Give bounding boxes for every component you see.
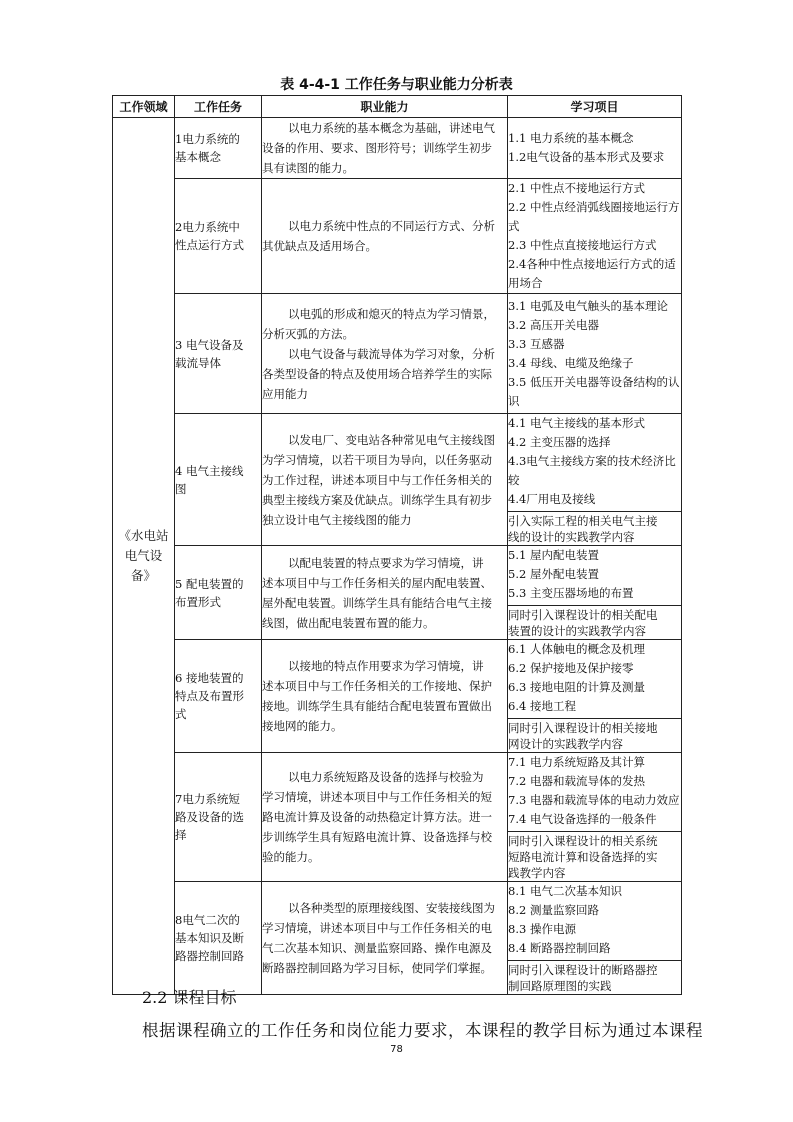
project-item: 3.5 低压开关电器等设备结构的认 [508, 374, 680, 389]
work-task-line: 式 [175, 707, 187, 721]
ability-line: 以发电厂、变电站各种常见电气主接线图 [288, 432, 495, 447]
ability-line: 其优缺点及适用场合。 [262, 239, 377, 253]
project-item: 6.1 人体触电的概念及机理 [508, 642, 645, 656]
ability-line: 为工作过程，讲述本项目中与工作任务相关的 [262, 472, 492, 487]
table-row [113, 640, 682, 753]
ability-line: 验的能力。 [262, 850, 320, 864]
work-task-line: 6 接地装置的 [175, 671, 244, 685]
ability-line: 以电气设备与载流导体为学习对象，分析 [288, 346, 495, 361]
ability-line: 步训练学生具有短路电流计算、设备选择与校 [262, 830, 492, 844]
work-task-cell [175, 179, 262, 294]
ability-line: 以电力系统中性点的不同运行方式、分析 [288, 219, 495, 233]
project-item: 7.1 电力系统短路及其计算 [508, 755, 645, 769]
table-row [113, 414, 682, 546]
table-row [113, 753, 682, 882]
project-item: 4.3电气主接线方案的技术经济比 [508, 454, 676, 468]
project-practice-line: 引入实际工程的相关电气主接 [508, 514, 658, 528]
work-task-cell [175, 640, 262, 753]
work-task-line: 性点运行方式 [175, 238, 244, 252]
ability-line: 断路器控制回路为学习目标，使同学们掌握。 [262, 961, 492, 975]
work-task-line: 5 配电装置的 [175, 576, 244, 591]
project-item: 2.2 中性点经消弧线圈接地运行方 [508, 200, 680, 214]
work-task-cell [175, 414, 262, 546]
work-task-line: 8电气二次的 [175, 913, 240, 927]
work-domain-line: 《水电站 [118, 528, 169, 543]
ability-cell [262, 546, 508, 640]
work-task-line: 2电力系统中 [175, 220, 240, 234]
ability-cell [262, 294, 508, 414]
project-item: 3.3 互感器 [508, 336, 565, 351]
project-item: 2.1 中性点不接地运行方式 [508, 181, 645, 195]
table-row [113, 294, 682, 414]
ability-cell [262, 882, 508, 995]
ability-line: 各类型设备的特点及使用场合培养学生的实际 [262, 366, 492, 381]
project-item: 4.1 电气主接线的基本形式 [508, 416, 645, 430]
work-task-line: 路及设备的选 [175, 810, 244, 824]
work-task-line: 特点及布置形 [175, 689, 244, 703]
project-practice-line: 制回路原理图的实践 [508, 979, 612, 993]
work-domain-line: 备》 [130, 568, 156, 583]
project-item: 3.2 高压开关电器 [508, 317, 599, 332]
project-practice-line: 同时引入课程设计的相关系统 [508, 834, 658, 848]
ability-line: 屋外配电装置。训练学生具有能结合电气主接 [262, 595, 492, 610]
table-row [113, 118, 682, 179]
work-task-line: 布置形式 [175, 594, 221, 609]
project-item: 4.2 主变压器的选择 [508, 435, 611, 449]
work-task-cell [175, 118, 262, 179]
work-task-cell [175, 294, 262, 414]
work-task-line: 路器控制回路 [175, 949, 244, 963]
ability-line: 以各种类型的原理接线图、安装接线图为 [288, 901, 495, 915]
ability-line: 以电力系统短路及设备的选择与校验为 [288, 770, 484, 784]
project-cell [508, 640, 682, 753]
project-item: 8.2 测量监察回路 [508, 903, 599, 917]
project-practice-line: 同时引入课程设计的断路器控 [508, 963, 658, 977]
project-item: 8.1 电气二次基本知识 [508, 884, 622, 898]
ability-line: 述本项目中与工作任务相关的屋内配电装置、 [262, 575, 492, 590]
project-practice-note [508, 718, 681, 752]
project-practice-line: 同时引入课程设计的相关配电 [508, 608, 658, 622]
project-item: 7.4 电气设备选择的一般条件 [508, 812, 657, 826]
project-item: 8.4 断路器控制回路 [508, 941, 611, 955]
table-row [113, 546, 682, 640]
ability-line: 路电流计算及设备的动热稳定计算方法。进一 [262, 810, 492, 824]
table-title: 表 4-4-1 工作任务与职业能力分析表 [280, 77, 513, 93]
project-item: 7.3 电器和载流导体的电动力效应 [508, 793, 680, 807]
project-item: 6.4 接地工程 [508, 699, 576, 713]
ability-line: 应用能力 [262, 386, 308, 401]
ability-line: 设备的作用、要求、图形符号；训练学生初步 [262, 141, 492, 155]
analysis-table [112, 95, 682, 995]
project-item: 3.4 母线、电缆及绝缘子 [508, 355, 634, 370]
ability-line: 以配电装置的特点要求为学习情境，讲 [288, 555, 484, 570]
ability-line: 典型主接线方案及优缺点。训练学生具有初步 [262, 492, 492, 507]
project-item: 较 [508, 473, 520, 487]
project-practice-note [508, 511, 681, 545]
project-cell [508, 414, 682, 546]
project-item: 5.3 主变压器场地的布置 [508, 586, 634, 600]
ability-line: 以接地的特点作用要求为学习情境，讲 [288, 659, 484, 673]
ability-line: 独立设计电气主接线图的能力 [262, 512, 412, 527]
work-task-cell [175, 753, 262, 882]
work-task-line: 择 [175, 828, 187, 842]
ability-cell [262, 414, 508, 546]
project-item: 6.3 接地电阻的计算及测量 [508, 680, 645, 694]
project-practice-line: 网设计的实践教学内容 [508, 737, 623, 751]
ability-line: 学习情境，讲述本项目中与工作任务相关的电 [262, 921, 492, 935]
project-item: 5.1 屋内配电装置 [508, 548, 599, 562]
project-item: 7.2 电器和载流导体的发热 [508, 774, 645, 788]
project-item: 8.3 操作电源 [508, 922, 576, 936]
ability-line: 学习情境，讲述本项目中与工作任务相关的短 [262, 790, 492, 804]
work-task-line: 基本概念 [175, 150, 221, 164]
project-cell [508, 118, 682, 179]
page-number: 78 [390, 1044, 403, 1055]
project-item: 用场合 [508, 276, 543, 290]
ability-line: 线图，做出配电装置布置的能力。 [262, 615, 435, 630]
project-item: 4.4厂用电及接线 [508, 492, 596, 506]
project-cell [508, 546, 682, 640]
table-row [113, 179, 682, 294]
ability-line: 述本项目中与工作任务相关的工作接地、保护 [262, 679, 492, 693]
ability-line: 接地。训练学生具有能结合配电装置布置做出 [262, 699, 492, 713]
table-row [113, 882, 682, 995]
project-item: 识 [508, 393, 520, 408]
work-task-line: 7电力系统短 [175, 792, 240, 806]
ability-line: 气二次基本知识、测量监察回路、操作电源及 [262, 941, 492, 955]
ability-cell [262, 640, 508, 753]
project-practice-line: 线的设计的实践教学内容 [508, 530, 635, 544]
project-item: 2.4各种中性点接地运行方式的适 [508, 257, 676, 271]
project-item: 式 [508, 219, 520, 233]
ability-cell [262, 753, 508, 882]
project-item: 5.2 屋外配电装置 [508, 567, 599, 581]
project-cell [508, 882, 682, 995]
header-domain: 工作领域 [113, 96, 175, 118]
work-task-line: 1电力系统的 [175, 132, 240, 146]
ability-line: 接地网的能力。 [262, 719, 343, 733]
project-cell [508, 753, 682, 882]
ability-line: 具有读图的能力。 [262, 161, 354, 175]
ability-line: 为学习情境，以若干项目为导向，以任务驱动 [262, 452, 492, 467]
project-practice-line: 践教学内容 [508, 866, 566, 880]
project-item: 2.3 中性点直接接地运行方式 [508, 238, 657, 252]
work-task-line: 4 电气主接线 [175, 463, 244, 478]
header-ability: 职业能力 [262, 96, 508, 118]
work-task-cell [175, 882, 262, 995]
project-item: 1.2电气设备的基本形式及要求 [508, 150, 665, 164]
project-practice-note [508, 831, 681, 881]
work-task-line: 基本知识及断 [175, 931, 244, 945]
work-domain-cell [113, 118, 175, 995]
section-heading: 2.2 课程目标 [142, 988, 237, 1007]
header-task: 工作任务 [175, 96, 262, 118]
project-cell [508, 294, 682, 414]
project-practice-note [508, 960, 681, 994]
project-item: 3.1 电弧及电气触头的基本理论 [508, 298, 668, 313]
work-task-cell [175, 546, 262, 640]
body-paragraph: 根据课程确立的工作任务和岗位能力要求，本课程的教学目标为通过本课程 [142, 1021, 703, 1040]
work-task-line: 图 [175, 481, 187, 496]
work-domain-line: 电气设 [124, 548, 163, 563]
ability-cell [262, 118, 508, 179]
project-practice-line: 短路电流计算和设备选择的实 [508, 850, 658, 864]
project-practice-line: 装置的设计的实践教学内容 [508, 624, 646, 638]
work-task-line: 载流导体 [175, 355, 221, 370]
ability-line: 以电力系统的基本概念为基础，讲述电气 [288, 121, 495, 135]
ability-line: 分析灭弧的方法。 [262, 326, 354, 341]
project-practice-note [508, 605, 681, 639]
project-cell [508, 179, 682, 294]
project-item: 1.1 电力系统的基本概念 [508, 131, 634, 145]
ability-cell [262, 179, 508, 294]
ability-line: 以电弧的形成和熄灭的特点为学习情景， [288, 306, 495, 321]
project-practice-line: 同时引入课程设计的相关接地 [508, 721, 658, 735]
header-project: 学习项目 [508, 96, 682, 118]
project-item: 6.2 保护接地及保护接零 [508, 661, 634, 675]
work-task-line: 3 电气设备及 [175, 337, 244, 352]
table-header-row [113, 96, 682, 118]
